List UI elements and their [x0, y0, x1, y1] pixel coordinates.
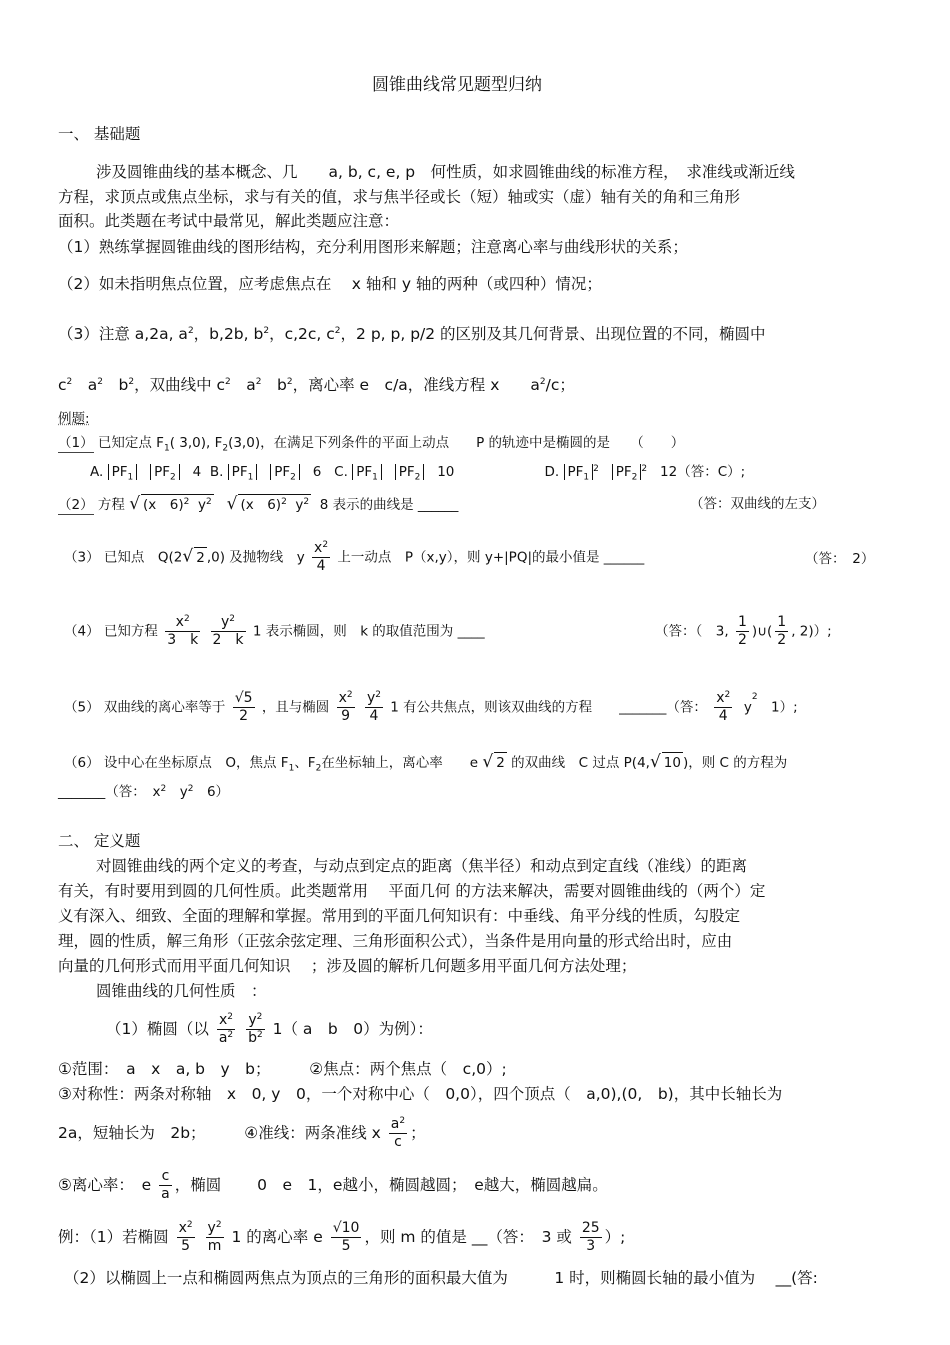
denominator: 2 [737, 632, 747, 648]
note-4-c: b [103, 376, 129, 394]
fraction [331, 1220, 362, 1255]
example-4 [64, 614, 485, 649]
abs-pf1 [352, 464, 382, 483]
answer-text: , 2)）; [791, 623, 832, 640]
denominator-text: b [248, 1030, 257, 1046]
numerator: 1 [737, 614, 747, 630]
example-5-text: ，且与椭圆 [261, 699, 330, 716]
fraction [580, 1220, 602, 1255]
fraction [233, 690, 255, 725]
fraction [246, 1012, 265, 1047]
example-6-text: 的双曲线 C 过点 P(4, [511, 755, 650, 771]
answer-text: )∪( [751, 623, 773, 640]
superscript: 2 [375, 690, 381, 700]
subscript: 1 [288, 763, 295, 774]
superscript: 2 [205, 497, 212, 507]
denominator: a [161, 1186, 170, 1202]
superscript: 2 [256, 1012, 263, 1022]
superscript: 2 [225, 377, 231, 387]
fraction [736, 614, 749, 649]
numerator [365, 690, 383, 708]
superscript: 2 [183, 497, 190, 507]
property-symmetry: ③对称性：两条对称轴 x 0, y 0，一个对称中心（ 0,0），四个顶点（ a,0),(0, b)，其中长轴长为 [58, 1085, 783, 1103]
note-4-a: c [58, 376, 67, 394]
intro-line-2: 方程，求顶点或焦点坐标，求与有关的值，求与焦半径或长（短）轴或实（虚）轴有关的角和三角形 [58, 188, 741, 206]
superscript: 2 [215, 1220, 222, 1230]
intro-line-3: 面积。此类题在考试中最常见，解此类题应注意： [58, 212, 400, 230]
example-6-text: 、F [294, 755, 316, 771]
superscript: 2 [322, 540, 329, 550]
option-b-value: 6 [312, 464, 322, 480]
example-3-text: 上一动点 P（x,y），则 y+|PQ|的最小值是 ______ [337, 549, 645, 566]
example-5 [64, 690, 798, 725]
property-range-foci: ①范围： a x a, b y b； ②焦点：两个焦点（ c,0）; [58, 1060, 507, 1078]
superscript: 2 [227, 1012, 233, 1022]
property-text: 2a，短轴长为 2b； ④准线：两条准线 x [58, 1124, 381, 1142]
note-3-d: ，2 p, p, p/2 的区别及其几何背景、出现位置的不同，椭圆中 [340, 325, 766, 343]
numerator [165, 614, 200, 632]
sqrt-symbol: √ [649, 752, 661, 772]
subscript: 2 [414, 472, 421, 483]
note-4-b: a [72, 376, 98, 394]
pf-text: PF [615, 464, 632, 480]
denominator: 2 k [212, 632, 244, 648]
denominator: 4 [718, 708, 728, 724]
radicand: 2 [194, 547, 207, 568]
definition-para-5: 向量的几何形式而用平面几何知识 ；涉及圆的解析几何题多用平面几何方法处理； [58, 957, 637, 975]
numerator [206, 1220, 224, 1238]
superscript: 2 [303, 497, 310, 507]
property-text: ； [410, 1124, 426, 1142]
definition-para-1: 对圆锥曲线的两个定义的考查，与动点到定点的距离（焦半径）和动点到定直线（准线）的距离 [96, 857, 748, 875]
radicand-text: y [295, 497, 304, 513]
denominator: 2 [239, 708, 249, 724]
denominator: 4 [369, 708, 379, 724]
property-text: ，椭圆 0 e 1，e越小，椭圆越圆； e越大，椭圆越扁。 [174, 1176, 608, 1194]
abs-pf2 [612, 464, 642, 483]
definition-para-4: 理，圆的性质，解三角形（正弦余弦定理、三角形面积公式），当条件是用向量的形式给出时，应由 [58, 932, 733, 950]
option-a-label: A. [90, 464, 104, 480]
geometry-properties-label: 圆锥曲线的几何性质 ： [96, 982, 267, 1000]
example-number: （6） [64, 755, 100, 771]
subscript: 2 [290, 472, 296, 483]
denominator: m [207, 1238, 222, 1254]
example-1-text: (3,0)，在满足下列条件的平面上动点 P 的轨迹中是椭圆的是 （ ） [228, 435, 685, 451]
ellipse-text: （1）椭圆（以 [106, 1020, 209, 1038]
subscript: 2 [170, 472, 176, 483]
option-d-value: 12（答：C）; [660, 464, 746, 480]
example-1-text: ( 3,0), F [169, 435, 223, 451]
denominator: c [394, 1134, 402, 1150]
example-5-text: 双曲线的离心率等于 [103, 699, 226, 716]
numerator: √10 [332, 1220, 360, 1236]
denominator [246, 1030, 265, 1047]
ellipse-text: 1（ a b 0）为例）： [272, 1020, 433, 1038]
denominator [217, 1030, 235, 1047]
example-2-text: 方程 [97, 497, 125, 513]
superscript: 2 [593, 464, 599, 474]
example-text: 1 的离心率 e [231, 1228, 323, 1246]
answer-text: 6） [193, 784, 230, 800]
example-number: （5） [64, 699, 100, 716]
note-1: （1）熟练掌握圆锥曲线的图形结构，充分利用图形来解题；注意离心率与曲线形状的关系； [58, 238, 688, 256]
numerator [177, 1220, 195, 1238]
note-4 [58, 375, 575, 395]
example-6-text: 设中心在坐标原点 O，焦点 F [103, 755, 289, 771]
numerator-text: x [178, 1220, 187, 1236]
note-4-h: /c； [545, 376, 575, 394]
numerator [389, 1116, 407, 1134]
property-text: ⑤离心率： e [58, 1176, 152, 1194]
abs-pf1 [228, 464, 258, 483]
example-number: （4） [64, 623, 100, 640]
example-number: （3） [64, 549, 100, 566]
note-3-c: ，c,2c, c [269, 325, 335, 343]
option-c-label: C. [334, 464, 348, 480]
numerator-text: x [218, 1012, 228, 1028]
example-5-text: 1）; [757, 699, 798, 716]
fraction [714, 690, 732, 725]
superscript: 2 [186, 1220, 193, 1230]
denominator: 3 k [167, 632, 199, 648]
fraction [206, 1220, 224, 1255]
example-6-answer [58, 782, 229, 802]
example-6-text: )，则 C 的方程为 [682, 755, 788, 771]
fraction [312, 540, 330, 575]
denominator: 3 [586, 1238, 596, 1254]
ellipse-heading [106, 1012, 433, 1047]
superscript: 2 [66, 377, 73, 387]
superscript: 2 [227, 1030, 234, 1040]
sqrt-symbol: √ [226, 494, 238, 514]
numerator-text: x [716, 690, 725, 706]
pf-text: PF [356, 464, 373, 480]
example-text: ，则 m 的值是 __（答： 3 或 [364, 1228, 572, 1246]
radicand-text: (x 6) [143, 497, 184, 513]
example-6-text: 在坐标轴上，离心率 e [321, 755, 479, 771]
example-1 [58, 433, 684, 459]
fraction [389, 1116, 407, 1151]
superscript: 2 [399, 1116, 406, 1126]
numerator [714, 690, 732, 708]
note-3 [58, 324, 766, 344]
numerator-text: y [248, 1012, 257, 1028]
superscript: 2 [539, 377, 546, 387]
answer-text: （答：（ 3, [655, 623, 729, 640]
numerator-text: a [390, 1116, 400, 1132]
subscript: 1 [372, 472, 378, 483]
superscript: 2 [281, 497, 287, 507]
fraction [211, 614, 246, 649]
subscript: 1 [583, 472, 590, 483]
answer-text: _______（答： x [58, 784, 161, 800]
numerator-text: y [220, 614, 230, 630]
note-4-d: ，双曲线中 c [134, 376, 226, 394]
note-4-g: ，离心率 e c/a，准线方程 x a [292, 376, 540, 394]
subscript: 1 [247, 472, 254, 483]
denominator: 5 [181, 1238, 191, 1254]
numerator: 25 [581, 1220, 600, 1236]
example-2-text: 8 表示的曲线是 ______ [319, 497, 459, 513]
example-3-text: 已知点 Q(2 [103, 549, 183, 566]
pf-text: PF [154, 464, 171, 480]
examples-label: 例题: [58, 411, 90, 427]
numerator: 1 [777, 614, 787, 630]
superscript: 2 [256, 1030, 263, 1040]
superscript: 2 [641, 464, 648, 474]
numerator [211, 614, 246, 632]
numerator [217, 1012, 235, 1030]
denominator-text: a [218, 1030, 228, 1046]
option-a-value: 4 [192, 464, 202, 480]
numerator [337, 690, 355, 708]
radicand-text: y [197, 497, 206, 513]
fraction [365, 690, 383, 725]
example-4-answer [655, 614, 832, 649]
superscript: 2 [724, 690, 731, 700]
numerator-text: y [366, 690, 376, 706]
abs-pf2 [395, 464, 425, 483]
example-3-text: ,0) 及抛物线 y [206, 549, 305, 566]
example-2-answer: （答：双曲线的左支） [690, 496, 825, 512]
superscript: 2 [97, 377, 103, 387]
page-title: 圆锥曲线常见题型归纳 [372, 75, 542, 95]
numerator [246, 1012, 265, 1030]
answer-text: y [166, 784, 188, 800]
option-b-label: B. [209, 464, 224, 480]
section-2-heading: 二、 定义题 [58, 832, 141, 850]
abs-pf2 [150, 464, 180, 483]
pf-text: PF [398, 464, 415, 480]
fraction [775, 614, 788, 649]
superscript: 2 [751, 692, 758, 702]
ellipse-example-2: （2）以椭圆上一点和椭圆两焦点为顶点的三角形的面积最大值为 1 时，则椭圆长轴的最小值为 __(答: [64, 1269, 818, 1287]
sqrt-symbol: √ [482, 752, 494, 772]
abs-pf1 [564, 464, 594, 483]
fraction [165, 614, 200, 649]
example-text: 例：（1）若椭圆 [58, 1228, 169, 1246]
property-axes-directrix [58, 1116, 426, 1151]
example-text: ）; [604, 1228, 626, 1246]
section-1-heading: 一、 基础题 [58, 125, 141, 143]
pf-text: PF [274, 464, 291, 480]
subscript: 2 [631, 472, 638, 483]
option-d-label: D. [544, 464, 560, 480]
superscript: 2 [160, 784, 167, 794]
note-4-f: b [261, 376, 287, 394]
numerator: √5 [234, 690, 253, 706]
example-4-text: 1 表示椭圆，则 k 的取值范围为 ____ [252, 623, 485, 640]
fraction [217, 1012, 235, 1047]
fraction [159, 1168, 172, 1203]
superscript: 2 [229, 614, 236, 624]
example-5-text: 1 有公共焦点，则该双曲线的方程 _______（答： [390, 699, 707, 716]
example-2 [58, 494, 458, 515]
ellipse-example-1 [58, 1220, 625, 1255]
superscript: 2 [286, 377, 293, 387]
fraction [177, 1220, 195, 1255]
option-c-value: 10 [437, 464, 455, 480]
denominator: 4 [316, 558, 326, 574]
example-number: （2） [58, 497, 94, 513]
note-2: （2）如未指明焦点位置，应考虑焦点在 x 轴和 y 轴的两种（或四种）情况； [58, 275, 602, 293]
superscript: 2 [334, 326, 341, 336]
superscript: 2 [183, 614, 190, 624]
subscript: 2 [315, 763, 322, 774]
sqrt-symbol: √ [129, 494, 141, 514]
pf-text: PF [111, 464, 128, 480]
denominator: 5 [341, 1238, 351, 1254]
superscript: 2 [255, 377, 262, 387]
fraction [337, 690, 355, 725]
abs-pf1 [108, 464, 138, 483]
example-4-text: 已知方程 [103, 623, 158, 640]
radicand: 10 [662, 752, 683, 773]
denominator: 2 [777, 632, 787, 648]
numerator-text: y [207, 1220, 216, 1236]
superscript: 2 [263, 326, 270, 336]
sqrt-symbol: √ [182, 546, 194, 567]
note-4-e: a [230, 376, 256, 394]
example-5-text: y [743, 699, 752, 716]
numerator-text: x [314, 540, 323, 556]
radicand [141, 494, 214, 515]
radicand: 2 [494, 752, 507, 773]
superscript: 2 [187, 784, 194, 794]
example-1-text: 已知定点 F [97, 435, 164, 451]
note-3-a: （3）注意 a,2a, a [58, 325, 188, 343]
definition-para-2: 有关，有时要用到圆的几何性质。此类题常用 平面几何 的方法来解决，需要对圆锥曲线的（两个）定 [58, 882, 766, 900]
subscript: 1 [127, 472, 134, 483]
intro-line-1: 涉及圆锥曲线的基本概念、几 a, b, c, e, p 何性质，如求圆锥曲线的标准方程， 求准线或渐近线 [96, 163, 795, 181]
pf-text: PF [231, 464, 248, 480]
numerator [312, 540, 330, 558]
example-6 [64, 752, 787, 779]
note-3-b: ，b,2b, b [193, 325, 264, 343]
superscript: 2 [187, 326, 194, 336]
denominator: 9 [341, 708, 351, 724]
superscript: 2 [128, 377, 135, 387]
numerator-text: x [175, 614, 184, 630]
example-3-answer: （答： 2） [805, 551, 875, 567]
superscript: 2 [346, 690, 353, 700]
subscript: 1 [163, 443, 170, 454]
example-3 [64, 540, 644, 575]
example-number: （1） [58, 435, 94, 451]
radicand-text: (x 6) [240, 497, 282, 513]
pf-text: PF [567, 464, 584, 480]
numerator: c [159, 1168, 172, 1186]
example-1-options [90, 462, 745, 488]
abs-pf2 [270, 464, 300, 483]
property-eccentricity [58, 1168, 608, 1203]
numerator-text: x [338, 690, 347, 706]
definition-para-3: 义有深入、细致、全面的理解和掌握。常用到的平面几何知识有：中垂线、角平分线的性质，勾股定 [58, 907, 741, 925]
subscript: 2 [222, 443, 229, 454]
radicand [238, 494, 311, 515]
